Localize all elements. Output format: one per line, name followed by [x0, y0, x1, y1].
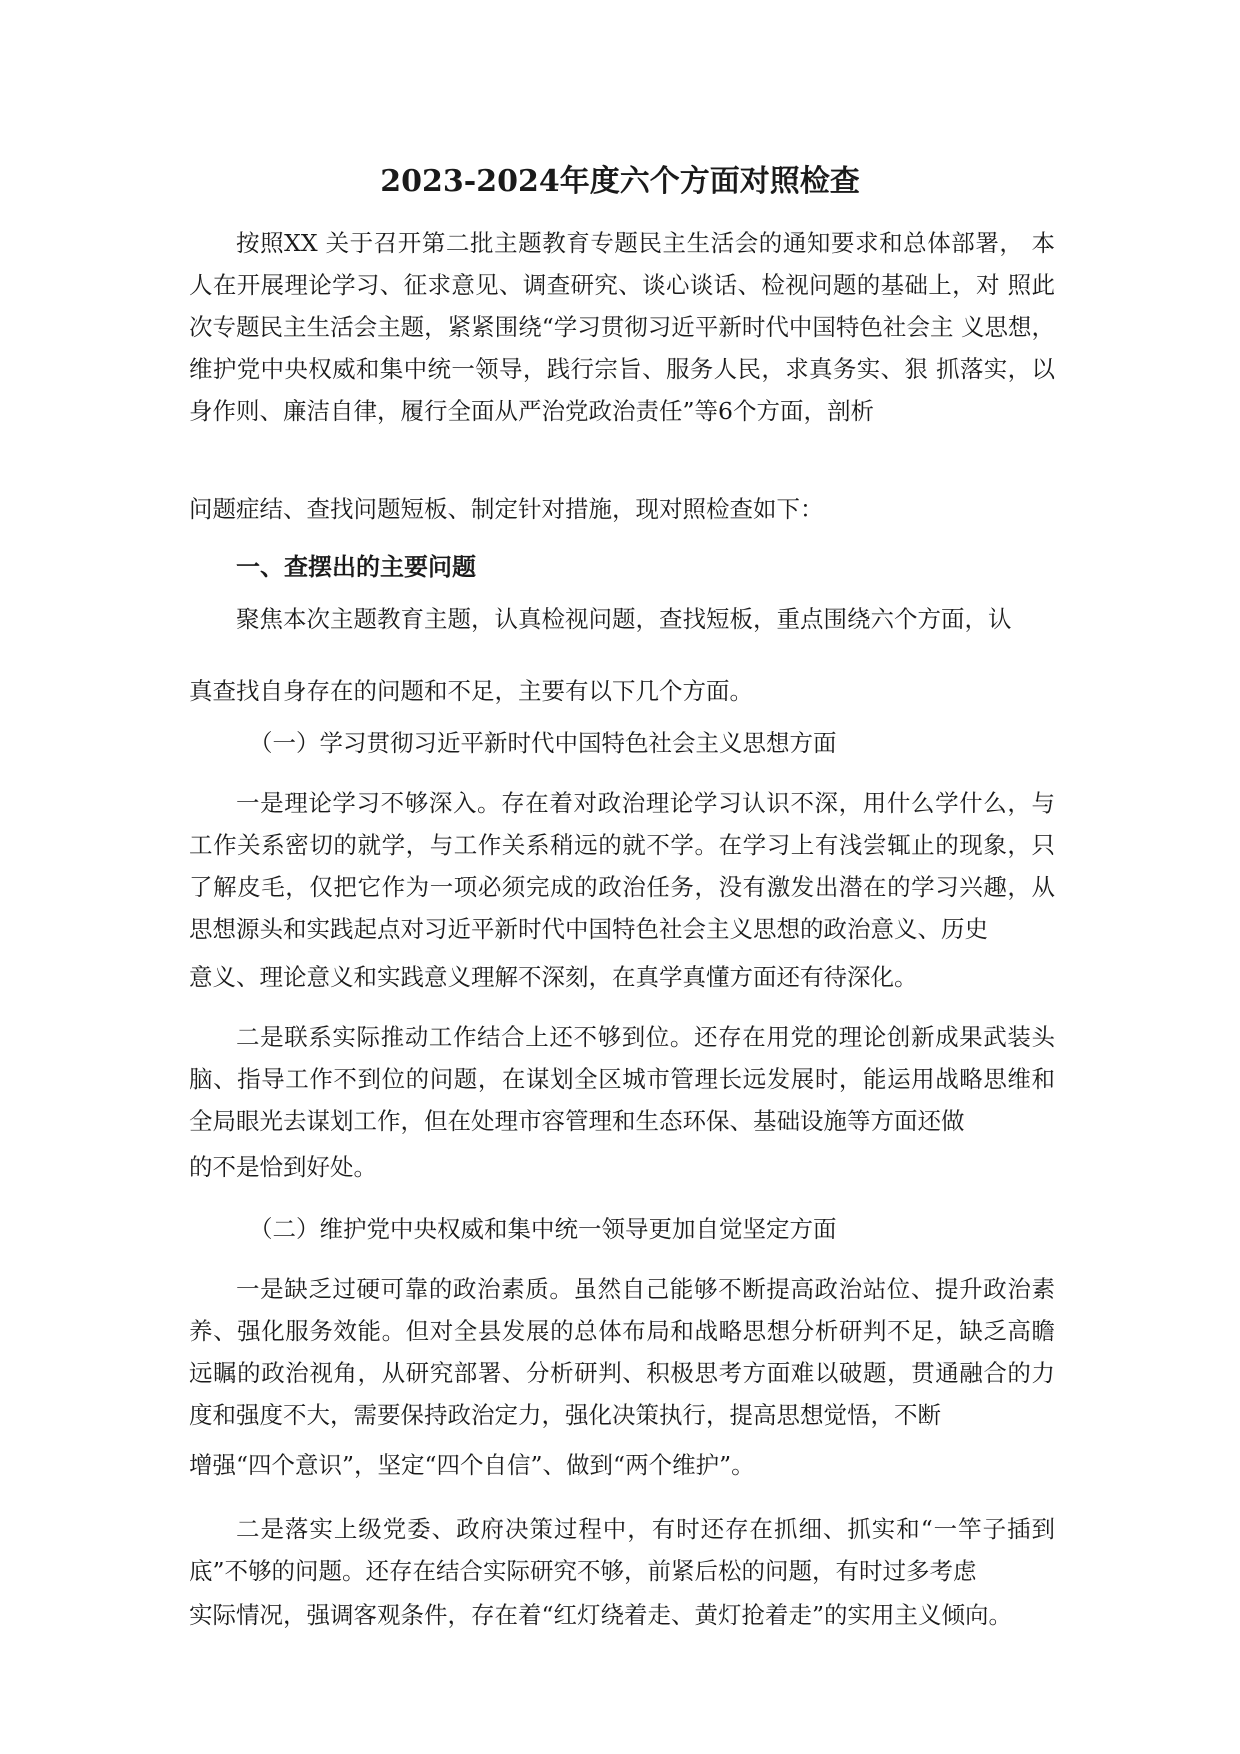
subsection-heading-1: （一）学习贯彻习近平新时代中国特色社会主义思想方面: [249, 729, 837, 757]
sub2-point1-continuation: 增强“四个意识”，坚定“四个自信”、做到“两个维护”。: [189, 1451, 755, 1479]
sub1-point2-continuation: 的不是恰到好处。: [189, 1153, 377, 1181]
intro-paragraph: 按照XX 关于召开第二批主题教育专题民主生活会的通知要求和总体部署， 本人在开展理论学习、征求意见、调查研究、谈心谈话、检视问题的基础上，对 照此次专题民主生活会主题，紧紧围绕“学习贯彻习近平新时代中国特色社会主 义思想，维护党中央权威和集中统一领导，践行宗旨、服务人民，求真务实、狠 抓落实，以身作则、廉洁自律，履行全面从严治党政治责任”等6个方面，剖析: [189, 229, 1055, 425]
section-heading-main-problems: 一、查摆出的主要问题: [236, 552, 476, 581]
sub2-point2-paragraph: 二是落实上级党委、政府决策过程中，有时还存在抓细、抓实和“一竿子插到底”不够的问题。还存在结合实际研究不够，前紧后松的问题，有时过多考虑: [189, 1515, 1055, 1585]
sub1-point1-paragraph: 一是理论学习不够深入。存在着对政治理论学习认识不深，用什么学什么，与工作关系密切的就学，与工作关系稍远的就不学。在学习上有浅尝辄止的现象，只了解皮毛，仅把它作为一项必须完成的政治任务，没有激发出潜在的学习兴趣，从思想源头和实践起点对习近平新时代中国特色社会主义思想的政治意义、历史: [189, 789, 1055, 943]
sub1-point2-paragraph: 二是联系实际推动工作结合上还不够到位。还存在用党的理论创新成果武装头脑、指导工作不到位的问题，在谋划全区城市管理长远发展时，能运用战略思维和全局眼光去谋划工作，但在处理市容管理和生态环保、基础设施等方面还做: [189, 1023, 1055, 1135]
section1-paragraph-b: 真查找自身存在的问题和不足，主要有以下几个方面。: [189, 677, 753, 705]
sub2-point1-paragraph: 一是缺乏过硬可靠的政治素质。虽然自己能够不断提高政治站位、提升政治素养、强化服务效能。但对全县发展的总体布局和战略思想分析研判不足，缺乏高瞻远瞩的政治视角，从研究部署、分析研判、积极思考方面难以破题，贯通融合的力度和强度不大，需要保持政治定力，强化决策执行，提高思想觉悟，不断: [189, 1275, 1055, 1429]
subsection-heading-2: （二）维护党中央权威和集中统一领导更加自觉坚定方面: [249, 1215, 837, 1243]
sub2-point2-continuation: 实际情况，强调客观条件，存在着“红灯绕着走、黄灯抢着走”的实用主义倾向。: [189, 1601, 1013, 1629]
section1-paragraph-a: 聚焦本次主题教育主题，认真检视问题，查找短板，重点围绕六个方面，认: [236, 605, 1012, 633]
sub1-point1-continuation: 意义、理论意义和实践意义理解不深刻，在真学真懂方面还有待深化。: [189, 963, 918, 991]
intro-continuation: 问题症结、查找问题短板、制定针对措施，现对照检查如下：: [189, 495, 824, 523]
document-title: 2023-2024年度六个方面对照检查: [380, 164, 860, 199]
